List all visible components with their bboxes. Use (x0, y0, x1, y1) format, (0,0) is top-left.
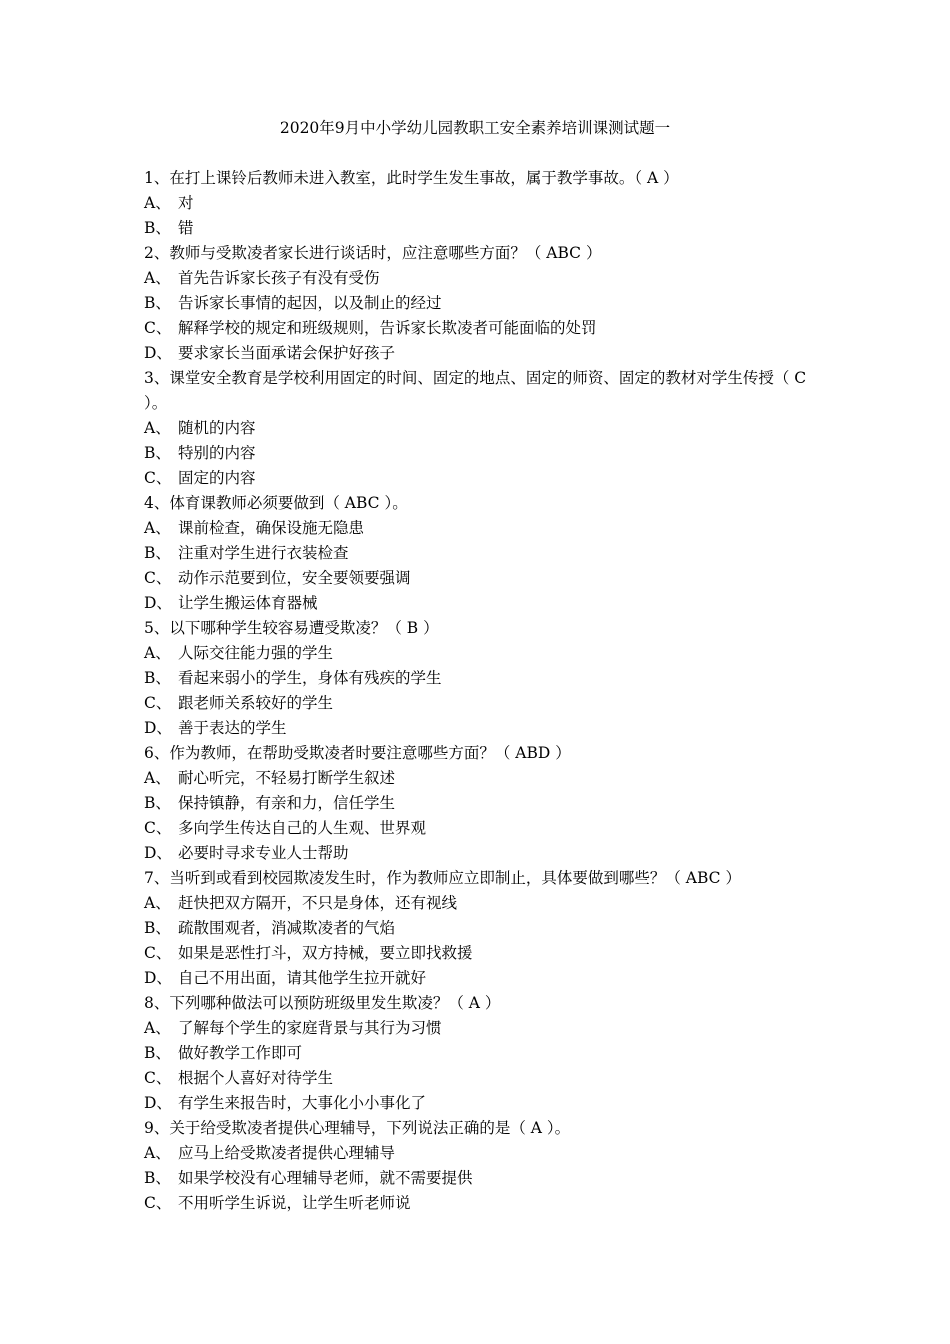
option-text: 赶快把双方隔开，不只是身体，还有视线 (178, 894, 458, 912)
option-letter: B、 (144, 794, 171, 812)
option-text: 注重对学生进行衣装检查 (178, 544, 349, 562)
option-text: 多向学生传达自己的人生观、世界观 (178, 819, 427, 837)
option-letter: D、 (144, 594, 172, 612)
option-letter: A、 (144, 1019, 171, 1037)
answer-option (144, 766, 824, 791)
option-letter: D、 (144, 844, 172, 862)
option-letter: A、 (144, 644, 171, 662)
option-letter: B、 (144, 919, 171, 937)
option-text: 解释学校的规定和班级规则，告诉家长欺凌者可能面临的处罚 (178, 319, 597, 337)
question-text: 9、关于给受欺凌者提供心理辅导，下列说法正确的是（ A ）。 (144, 1119, 571, 1137)
option-text: 做好教学工作即可 (178, 1044, 303, 1062)
option-letter: D、 (144, 719, 172, 737)
option-letter: D、 (144, 969, 172, 987)
question-text: 2、教师与受欺凌者家长进行谈话时，应注意哪些方面？（ ABC ） (144, 244, 602, 262)
question-text: 7、当听到或看到校园欺凌发生时，作为教师应立即制止，具体要做到哪些？（ ABC ） (144, 869, 741, 887)
question-text: 5、以下哪种学生较容易遭受欺凌？（ B ） (144, 619, 439, 637)
option-text: 动作示范要到位，安全要领要强调 (178, 569, 411, 587)
option-letter: B、 (144, 294, 171, 312)
answer-option (144, 1041, 824, 1066)
answer-option (144, 966, 824, 991)
option-letter: D、 (144, 344, 172, 362)
answer-option (144, 691, 824, 716)
answer-option (144, 891, 824, 916)
option-text: 了解每个学生的家庭背景与其行为习惯 (178, 1019, 442, 1037)
answer-option (144, 541, 824, 566)
question-text: 3、课堂安全教育是学校利用固定的时间、固定的地点、固定的师资、固定的教材对学生传授（ C ）。 (144, 369, 807, 412)
answer-option (144, 266, 824, 291)
answer-option (144, 591, 824, 616)
option-text: 固定的内容 (178, 469, 256, 487)
option-letter: A、 (144, 269, 171, 287)
answer-option (144, 1091, 824, 1116)
option-text: 看起来弱小的学生，身体有残疾的学生 (178, 669, 442, 687)
option-letter: C、 (144, 1069, 172, 1087)
option-text: 不用听学生诉说，让学生听老师说 (178, 1194, 411, 1212)
option-letter: C、 (144, 694, 172, 712)
answer-option (144, 1016, 824, 1041)
option-letter: B、 (144, 444, 171, 462)
question-text: 1、在打上课铃后教师未进入教室，此时学生发生事故，属于教学事故。（ A ） (144, 169, 679, 187)
option-text: 如果学校没有心理辅导老师，就不需要提供 (178, 1169, 473, 1187)
option-text: 耐心听完，不轻易打断学生叙述 (178, 769, 396, 787)
question-text: 6、作为教师，在帮助受欺凌者时要注意哪些方面？（ ABD ） (144, 744, 571, 762)
answer-option (144, 641, 824, 666)
answer-option (144, 791, 824, 816)
answer-option (144, 1141, 824, 1166)
option-text: 如果是恶性打斗，双方持械，要立即找救援 (178, 944, 473, 962)
option-letter: B、 (144, 544, 171, 562)
option-text: 保持镇静，有亲和力，信任学生 (178, 794, 396, 812)
answer-option (144, 566, 824, 591)
option-text: 有学生来报告时，大事化小小事化了 (178, 1094, 427, 1112)
option-letter: B、 (144, 219, 171, 237)
option-letter: B、 (144, 1044, 171, 1062)
page-title: 2020年9月中小学幼儿园教职工安全素养培训课测试题一 (279, 119, 671, 137)
answer-option (144, 1191, 824, 1216)
option-text: 跟老师关系较好的学生 (178, 694, 334, 712)
option-letter: B、 (144, 1169, 171, 1187)
option-text: 人际交往能力强的学生 (178, 644, 334, 662)
option-text: 课前检查，确保设施无隐患 (178, 519, 365, 537)
option-letter: C、 (144, 569, 172, 587)
option-letter: A、 (144, 1144, 171, 1162)
question-text: 8、下列哪种做法可以预防班级里发生欺凌？（ A ） (144, 994, 501, 1012)
answer-option (144, 1166, 824, 1191)
answer-option (144, 466, 824, 491)
option-text: 善于表达的学生 (178, 719, 287, 737)
option-letter: C、 (144, 319, 172, 337)
answer-option (144, 216, 824, 241)
option-letter: A、 (144, 194, 171, 212)
answer-option (144, 341, 824, 366)
answer-option (144, 816, 824, 841)
answer-option (144, 191, 824, 216)
question-list (144, 166, 824, 1216)
option-letter: C、 (144, 1194, 172, 1212)
answer-option (144, 441, 824, 466)
answer-option (144, 941, 824, 966)
option-letter: C、 (144, 944, 172, 962)
option-text: 错 (178, 219, 194, 237)
option-text: 要求家长当面承诺会保护好孩子 (178, 344, 396, 362)
option-letter: A、 (144, 519, 171, 537)
option-text: 首先告诉家长孩子有没有受伤 (178, 269, 380, 287)
answer-option (144, 841, 824, 866)
answer-option (144, 716, 824, 741)
option-text: 疏散围观者，消减欺凌者的气焰 (178, 919, 396, 937)
option-letter: C、 (144, 819, 172, 837)
answer-option (144, 516, 824, 541)
option-text: 随机的内容 (178, 419, 256, 437)
option-letter: A、 (144, 419, 171, 437)
option-letter: D、 (144, 1094, 172, 1112)
answer-option (144, 666, 824, 691)
option-text: 自己不用出面，请其他学生拉开就好 (178, 969, 427, 987)
question-text: 4、体育课教师必须要做到（ ABC ）。 (144, 494, 408, 512)
answer-option (144, 291, 824, 316)
option-text: 对 (178, 194, 194, 212)
option-letter: A、 (144, 769, 171, 787)
option-text: 特别的内容 (178, 444, 256, 462)
option-letter: B、 (144, 669, 171, 687)
option-letter: A、 (144, 894, 171, 912)
answer-option (144, 1066, 824, 1091)
answer-option (144, 316, 824, 341)
option-text: 必要时寻求专业人士帮助 (178, 844, 349, 862)
option-text: 让学生搬运体育器械 (178, 594, 318, 612)
answer-option (144, 916, 824, 941)
option-text: 告诉家长事情的起因，以及制止的经过 (178, 294, 442, 312)
option-text: 应马上给受欺凌者提供心理辅导 (178, 1144, 396, 1162)
option-text: 根据个人喜好对待学生 (178, 1069, 334, 1087)
option-letter: C、 (144, 469, 172, 487)
answer-option (144, 416, 824, 441)
